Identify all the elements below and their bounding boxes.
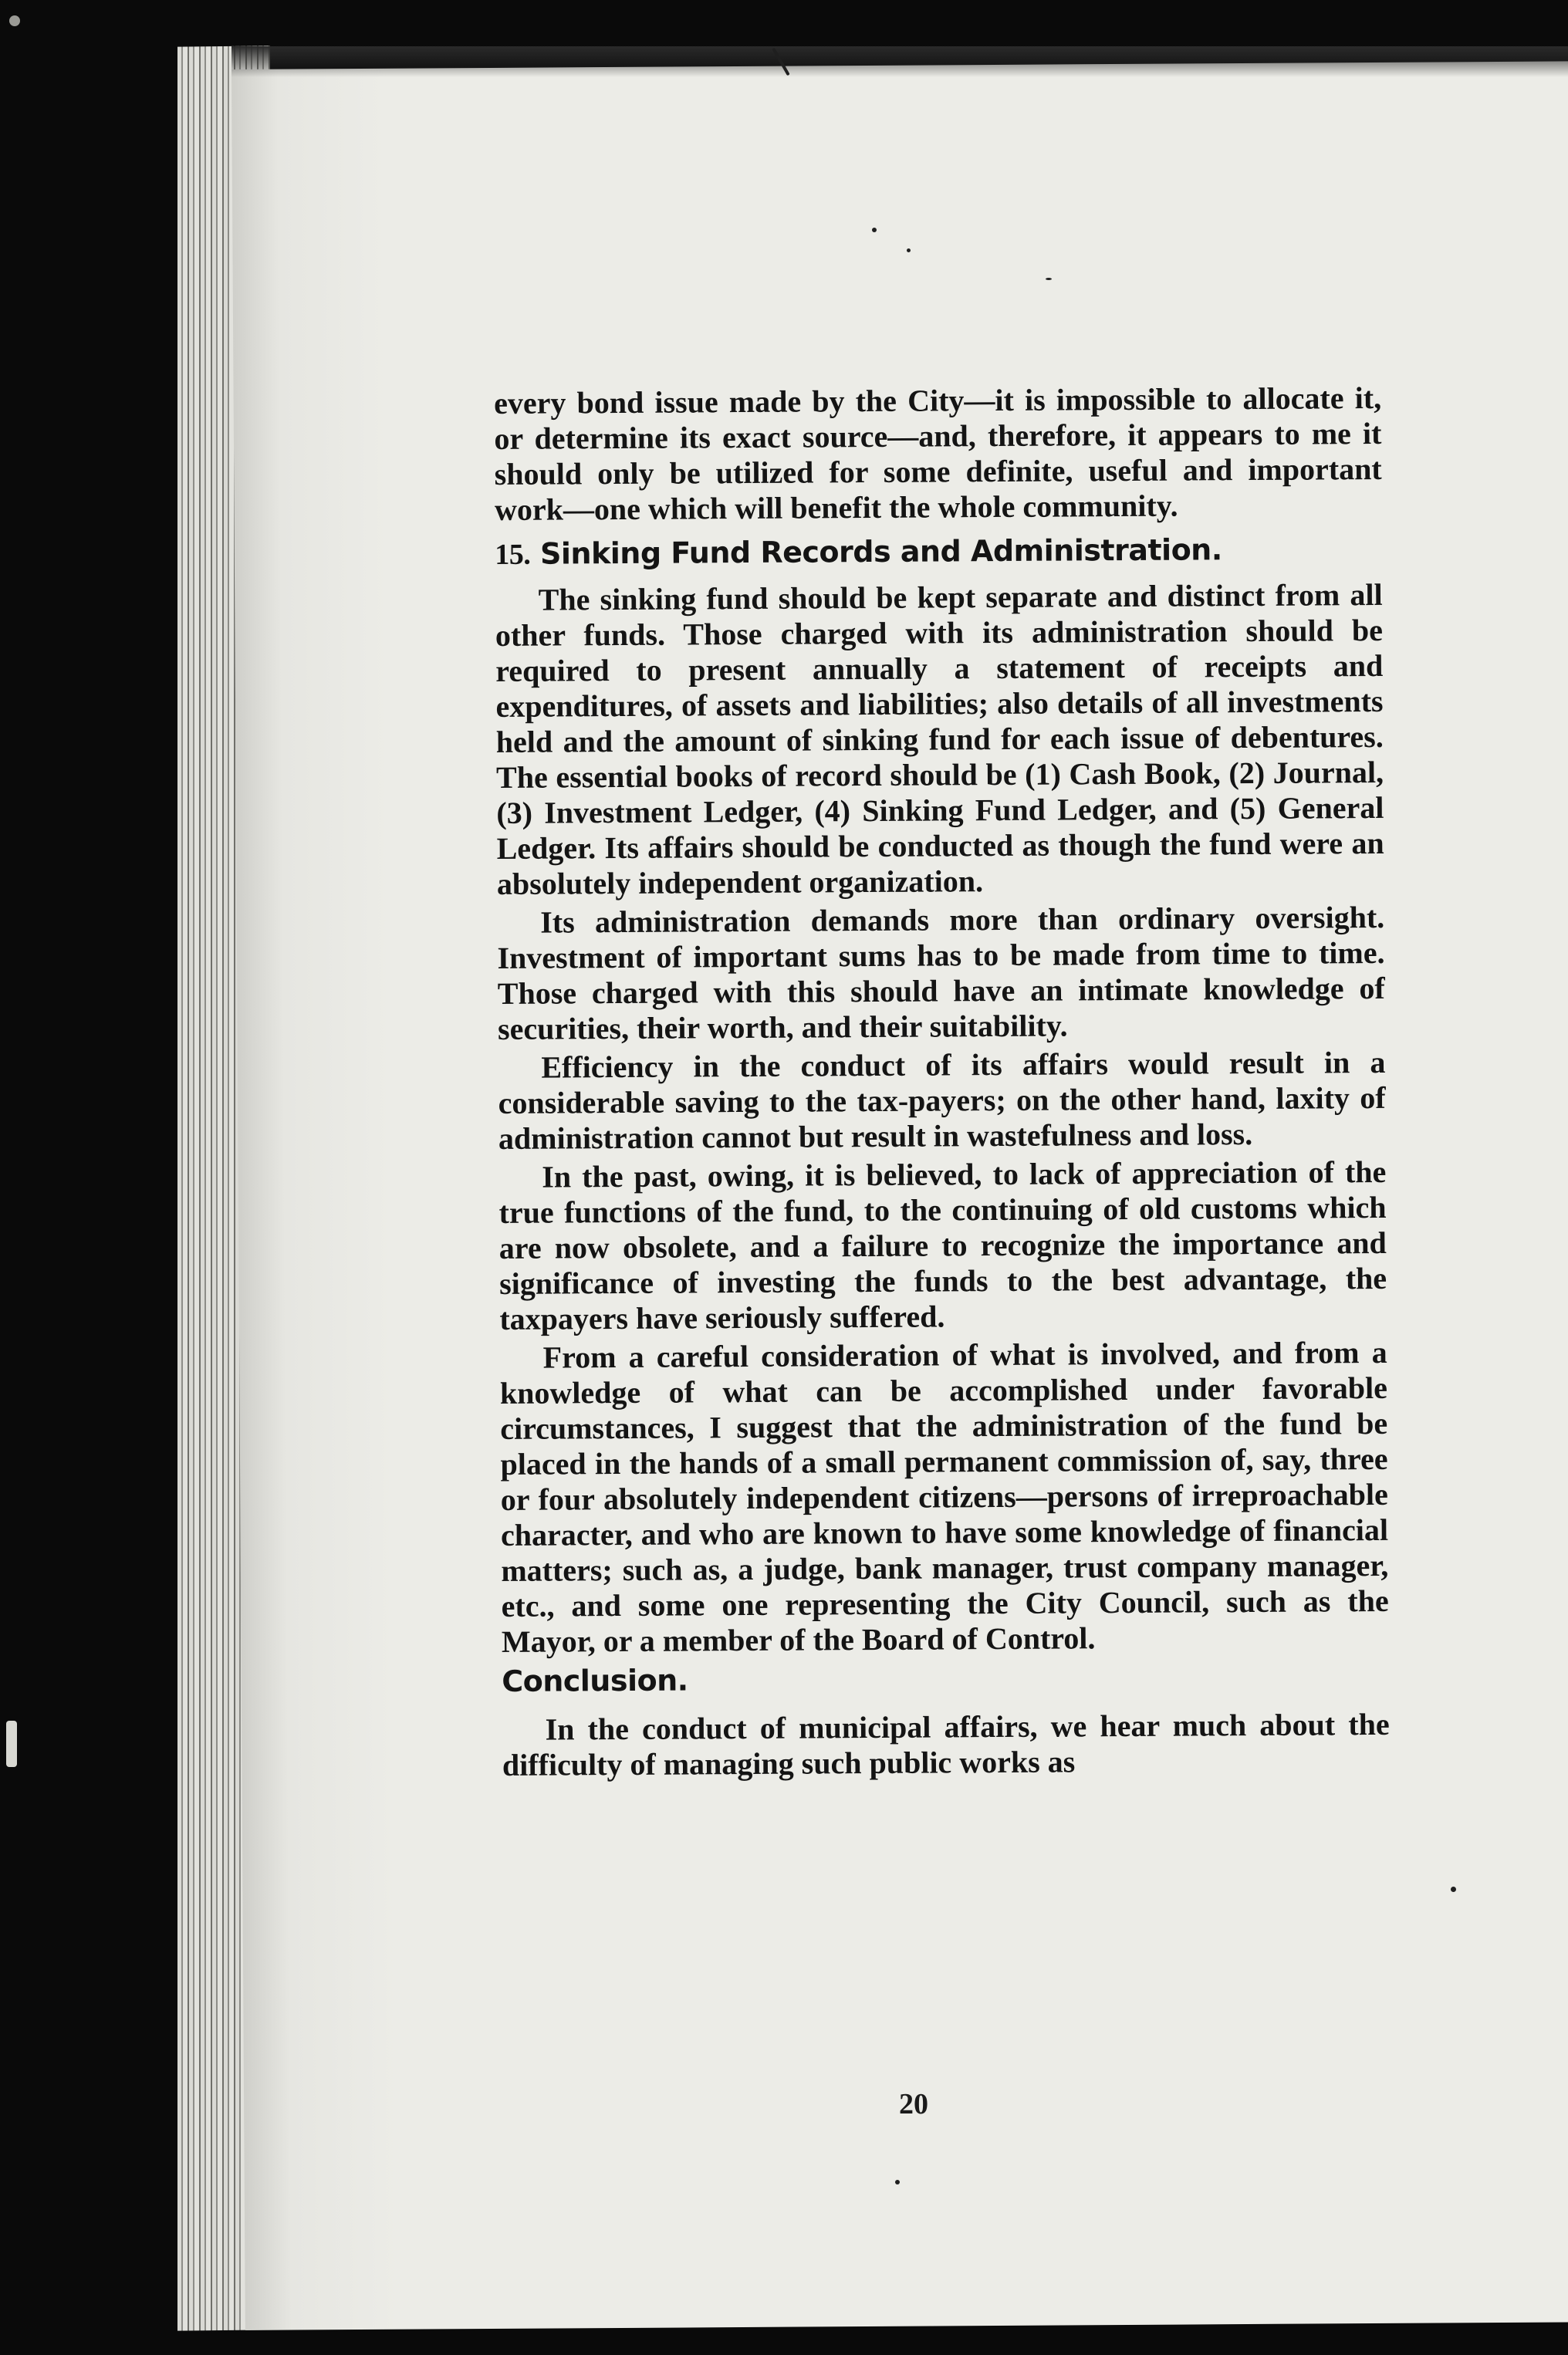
body-text — [494, 380, 1390, 1786]
scan-speck — [895, 2180, 900, 2184]
conclusion-heading: Conclusion. — [502, 1663, 688, 1698]
scan-speck — [907, 248, 911, 252]
paragraph: From a careful consideration of what is involved, and from a knowledge of what can be accomplished under favorable circumstances, I suggest that the administration of the fund be placed in the hands of a small permanent commission of, say, three or four absolutely independent citizens—persons of irreproachable character, and who are known to have some knowledge of financial matters; such as, a judge, bank manager, trust company manager, etc., and some one representing the City Council, such as the Mayor, or a member of the Board of Control. — [499, 1334, 1389, 1659]
section-number: 15. — [495, 538, 531, 571]
scan-speck — [1046, 278, 1052, 280]
scan-artifact-mark — [6, 1721, 17, 1767]
scan-speck — [872, 228, 877, 232]
paragraph: In the conduct of municipal affairs, we hear much about the difficulty of managing such public works as — [502, 1706, 1390, 1782]
page-number: 20 — [899, 2088, 928, 2120]
paragraph: In the past, owing, it is believed, to lack of appreciation of the true functions of the fund, to the continuing of old customs which are now obsolete, and a failure to recognize the importance and significance of investing the funds to the best advantage, the taxpayers have seriously suffered. — [498, 1154, 1387, 1336]
paragraph: The sinking fund should be kept separate and distinct from all other funds. Those charged with its administration should be required to present annually a statement of receipts and expenditures, of assets and liabilities; also details of all investments held and the amount of sinking fund for each issue of debentures. The essential books of record should be (1) Cash Book, (2) Journal, (3) Investment Ledger, (4) Sinking Fund Ledger, and (5) General Ledger. Its affairs should be conducted as though the fund were an absolutely independent organization. — [495, 576, 1384, 901]
paragraph: Its administration demands more than ordinary oversight. Investment of important sums has to be made from time to time. Those charged with this should have an intimate knowledge of securities, their worth, and their suitability. — [497, 899, 1385, 1046]
section-heading — [495, 530, 1382, 573]
scan-artifact-dot — [9, 15, 20, 26]
paragraph-continuation: every bond issue made by the City—it is impossible to allocate it, or determine its exact source—and, therefore, it appears to me it should only be utilized for some definite, useful and important work—one which will benefit the whole community. — [494, 380, 1382, 527]
section-title: Sinking Fund Records and Administration. — [539, 532, 1222, 571]
scan-speck — [1451, 1887, 1456, 1892]
paragraph: Efficiency in the conduct of its affairs would result in a considerable saving to the tax-payers; on the other hand, laxity of administration cannot but result in wastefulness and loss. — [498, 1044, 1386, 1156]
page-shadow — [231, 46, 1568, 77]
